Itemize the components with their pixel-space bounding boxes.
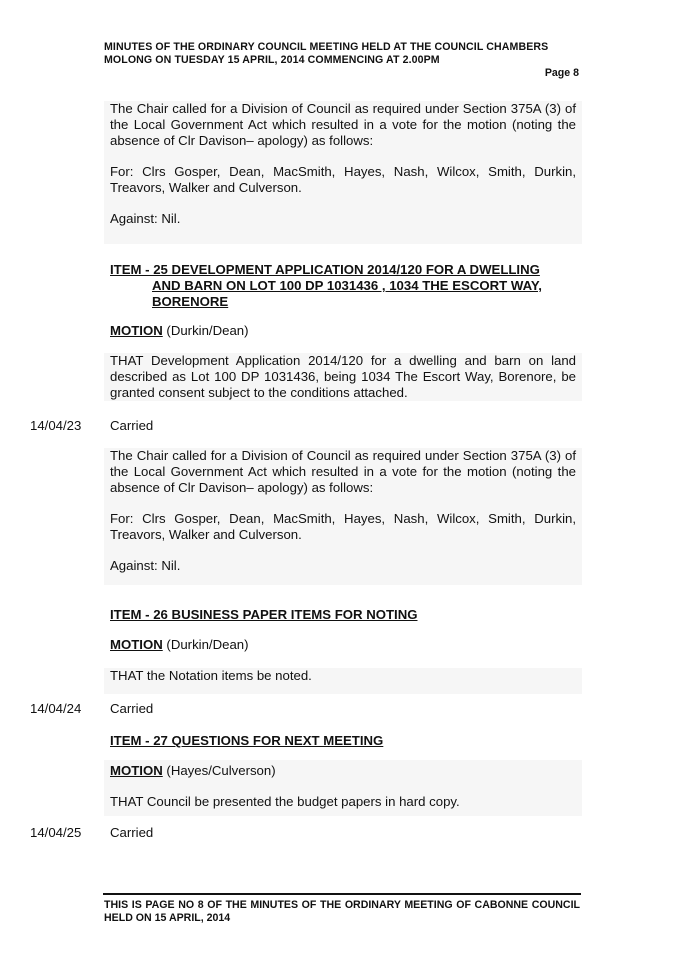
- page-footer: THIS IS PAGE NO 8 OF THE MINUTES OF THE ORDINARY MEETING OF CABONNE COUNCIL HELD ON 15 APRIL, 2014: [104, 899, 580, 924]
- item-25-motion: [110, 323, 249, 339]
- item-26-title: ITEM - 26 BUSINESS PAPER ITEMS FOR NOTING: [110, 607, 418, 622]
- votes-against: Against: Nil.: [110, 211, 181, 226]
- motion-label: MOTION: [110, 323, 163, 338]
- item-25-title-line-3: BORENORE: [152, 294, 229, 309]
- page-header: [104, 41, 580, 67]
- item-25-division-block: [104, 448, 582, 585]
- header-line-2: MOLONG ON TUESDAY 15 APRIL, 2014 COMMENCING AT 2.00PM: [104, 54, 440, 66]
- item-25-result: Carried: [110, 418, 154, 433]
- division-text: The Chair called for a Division of Council as required under Section 375A (3) of the Local Government Act which resulted in a vote for the motion (noting the absence of Clr Davison– apology) as follows:: [110, 448, 576, 495]
- item-25-title: [110, 262, 565, 310]
- item-26-motion: [110, 637, 249, 653]
- votes-against: Against: Nil.: [110, 558, 181, 573]
- votes-for: For: Clrs Gosper, Dean, MacSmith, Hayes, Nash, Wilcox, Smith, Durkin, Treavors, Walker and Culverson.: [110, 511, 576, 542]
- item-26-result: Carried: [110, 701, 154, 716]
- item-27-motion-text: THAT Council be presented the budget papers in hard copy.: [110, 794, 460, 809]
- item-25-title-line-1: ITEM - 25 DEVELOPMENT APPLICATION 2014/120 FOR A DWELLING: [110, 262, 540, 277]
- page-number: Page 8: [544, 67, 579, 79]
- item-27-title: ITEM - 27 QUESTIONS FOR NEXT MEETING: [110, 733, 384, 748]
- item-25-motion-text: THAT Development Application 2014/120 for a dwelling and barn on land described as Lot 100 DP 1031436, being 1034 The Escort Way, Borenore, be granted consent subject to the conditions attached.: [104, 353, 582, 401]
- motion-label: MOTION: [110, 637, 163, 652]
- motion-movers: (Durkin/Dean): [166, 637, 249, 652]
- footer-divider: [103, 893, 581, 895]
- motion-label: MOTION: [110, 763, 163, 778]
- motion-movers: (Durkin/Dean): [166, 323, 249, 338]
- item-27-result: Carried: [110, 825, 154, 840]
- item-26-resolution-number: 14/04/24: [30, 701, 82, 716]
- division-text: The Chair called for a Division of Council as required under Section 375A (3) of the Local Government Act which resulted in a vote for the motion (noting the absence of Clr Davison– apology) as follows:: [110, 101, 576, 148]
- item-25-title-line-2: AND BARN ON LOT 100 DP 1031436 , 1034 THE ESCORT WAY,: [152, 278, 542, 293]
- item-27-resolution-number: 14/04/25: [30, 825, 82, 840]
- item-26-motion-text: THAT the Notation items be noted.: [104, 668, 582, 694]
- votes-for: For: Clrs Gosper, Dean, MacSmith, Hayes, Nash, Wilcox, Smith, Durkin, Treavors, Walker and Culverson.: [110, 164, 576, 195]
- division-block-1: [104, 101, 582, 244]
- header-line-1: MINUTES OF THE ORDINARY COUNCIL MEETING HELD AT THE COUNCIL CHAMBERS: [104, 41, 549, 53]
- item-25-resolution-number: 14/04/23: [30, 418, 82, 433]
- motion-movers: (Hayes/Culverson): [166, 763, 276, 778]
- item-27-motion: [110, 763, 276, 779]
